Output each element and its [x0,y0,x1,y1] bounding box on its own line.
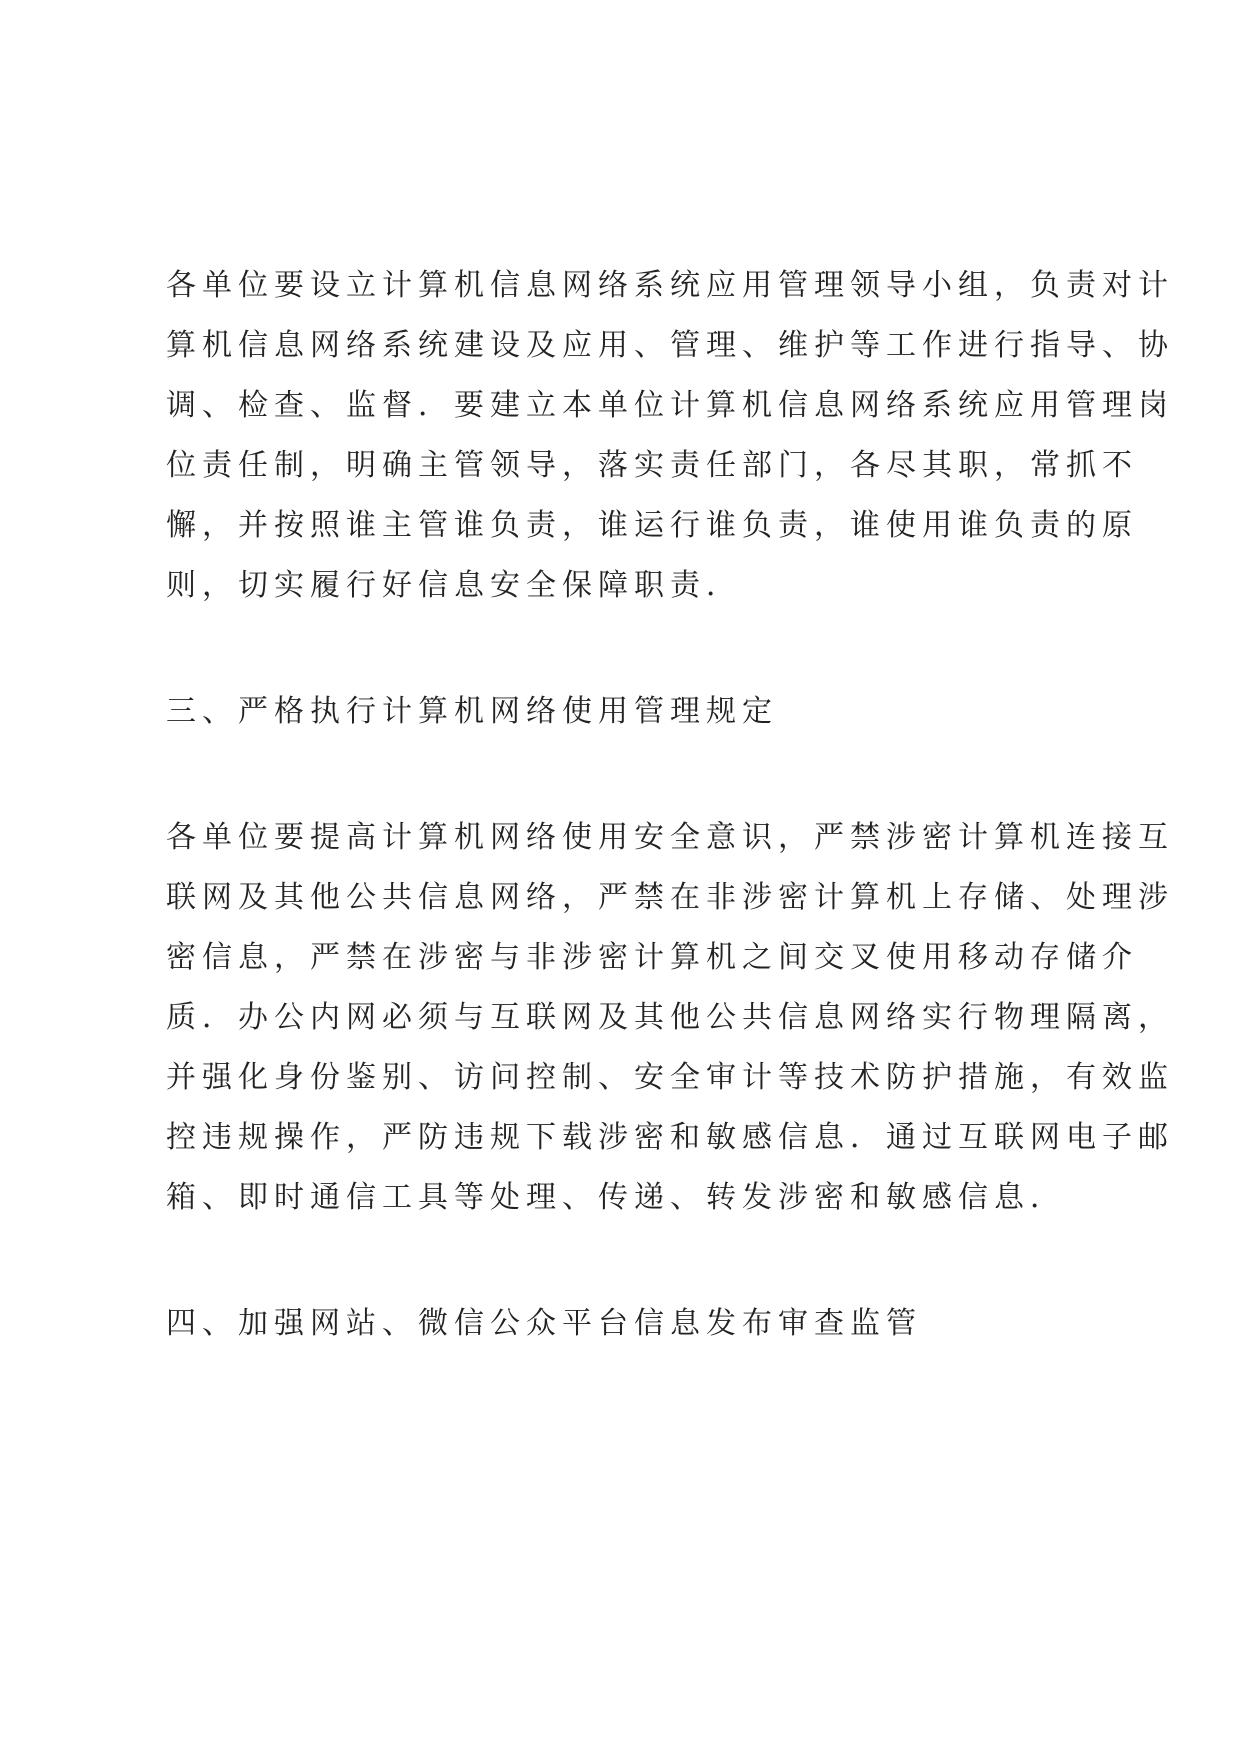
paragraph-1-line-2: 算机信息网络系统建设及应用、管理、维护等工作进行指导、协 [166,328,1174,363]
paragraph-2-line-1: 各单位要提高计算机网络使用安全意识，严禁涉密计算机连接互 [166,820,1174,855]
paragraph-2-line-7: 箱、即时通信工具等处理、传递、转发涉密和敏感信息． [166,1180,1066,1215]
paragraph-1-line-1: 各单位要设立计算机信息网络系统应用管理领导小组，负责对计 [166,268,1174,303]
paragraph-2-line-5: 并强化身份鉴别、访问控制、安全审计等技术防护措施，有效监 [166,1060,1174,1095]
paragraph-1-line-6: 则，切实履行好信息安全保障职责． [166,568,742,603]
paragraph-1-line-5: 懈，并按照谁主管谁负责，谁运行谁负责，谁使用谁负责的原 [166,508,1138,543]
section-heading-4: 四、加强网站、微信公众平台信息发布审查监管 [166,1306,922,1341]
paragraph-2-line-4: 质．办公内网必须与互联网及其他公共信息网络实行物理隔离， [166,1000,1174,1035]
paragraph-2-line-3: 密信息，严禁在涉密与非涉密计算机之间交叉使用移动存储介 [166,940,1138,975]
paragraph-2-line-2: 联网及其他公共信息网络，严禁在非涉密计算机上存储、处理涉 [166,880,1174,915]
section-heading-3: 三、严格执行计算机网络使用管理规定 [166,694,778,729]
paragraph-2-line-6: 控违规操作，严防违规下载涉密和敏感信息．通过互联网电子邮 [166,1120,1174,1155]
paragraph-1-line-4: 位责任制，明确主管领导，落实责任部门，各尽其职，常抓不 [166,448,1138,483]
paragraph-1-line-3: 调、检查、监督．要建立本单位计算机信息网络系统应用管理岗 [166,388,1174,423]
